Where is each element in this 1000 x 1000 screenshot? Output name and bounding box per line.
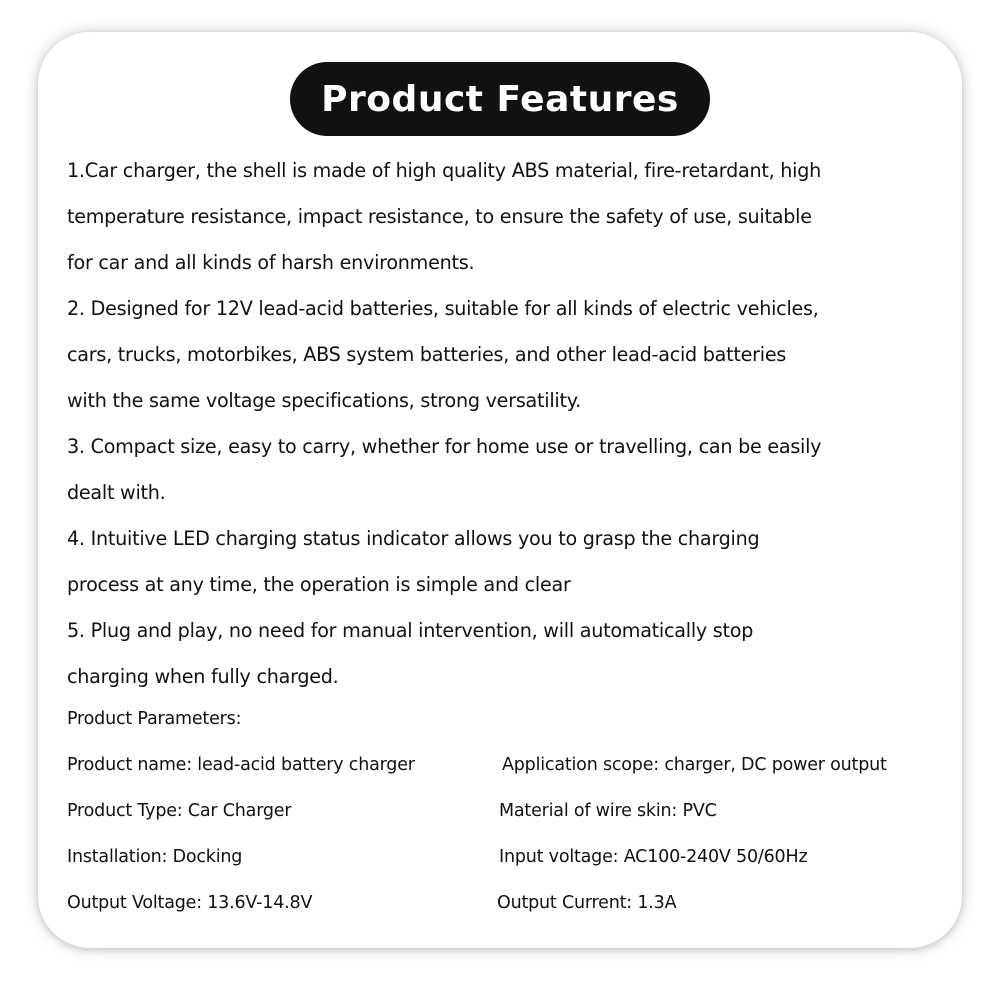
feature-line: 4. Intuitive LED charging status indicator allows you to grasp the charging: [67, 527, 760, 550]
feature-line: cars, trucks, motorbikes, ABS system batteries, and other lead-acid batteries: [67, 343, 787, 366]
feature-line: temperature resistance, impact resistance, to ensure the safety of use, suitable: [67, 205, 812, 228]
parameters-heading: Product Parameters:: [67, 709, 242, 729]
feature-line: charging when fully charged.: [67, 665, 339, 688]
param-wire-material: Material of wire skin: PVC: [499, 801, 717, 821]
page-title: Product Features: [321, 78, 679, 120]
param-installation: Installation: Docking: [67, 847, 243, 867]
feature-line: dealt with.: [67, 481, 166, 504]
feature-line: for car and all kinds of harsh environments.: [67, 251, 475, 274]
param-input-voltage: Input voltage: AC100-240V 50/60Hz: [499, 847, 808, 867]
feature-line: 3. Compact size, easy to carry, whether for home use or travelling, can be easily: [67, 435, 822, 458]
feature-line: with the same voltage specifications, strong versatility.: [67, 389, 581, 412]
features-list: [67, 148, 947, 700]
param-output-voltage: Output Voltage: 13.6V-14.8V: [67, 893, 313, 913]
feature-line: 1.Car charger, the shell is made of high quality ABS material, fire-retardant, high: [67, 159, 821, 182]
feature-line: process at any time, the operation is simple and clear: [67, 573, 571, 596]
param-product-name: Product name: lead-acid battery charger: [67, 755, 415, 775]
feature-line: 2. Designed for 12V lead-acid batteries, suitable for all kinds of electric vehicles,: [67, 297, 819, 320]
title-banner: [290, 62, 710, 136]
feature-line: 5. Plug and play, no need for manual intervention, will automatically stop: [67, 619, 754, 642]
param-application-scope: Application scope: charger, DC power output: [502, 755, 887, 775]
param-output-current: Output Current: 1.3A: [497, 893, 677, 913]
param-product-type: Product Type: Car Charger: [67, 801, 292, 821]
